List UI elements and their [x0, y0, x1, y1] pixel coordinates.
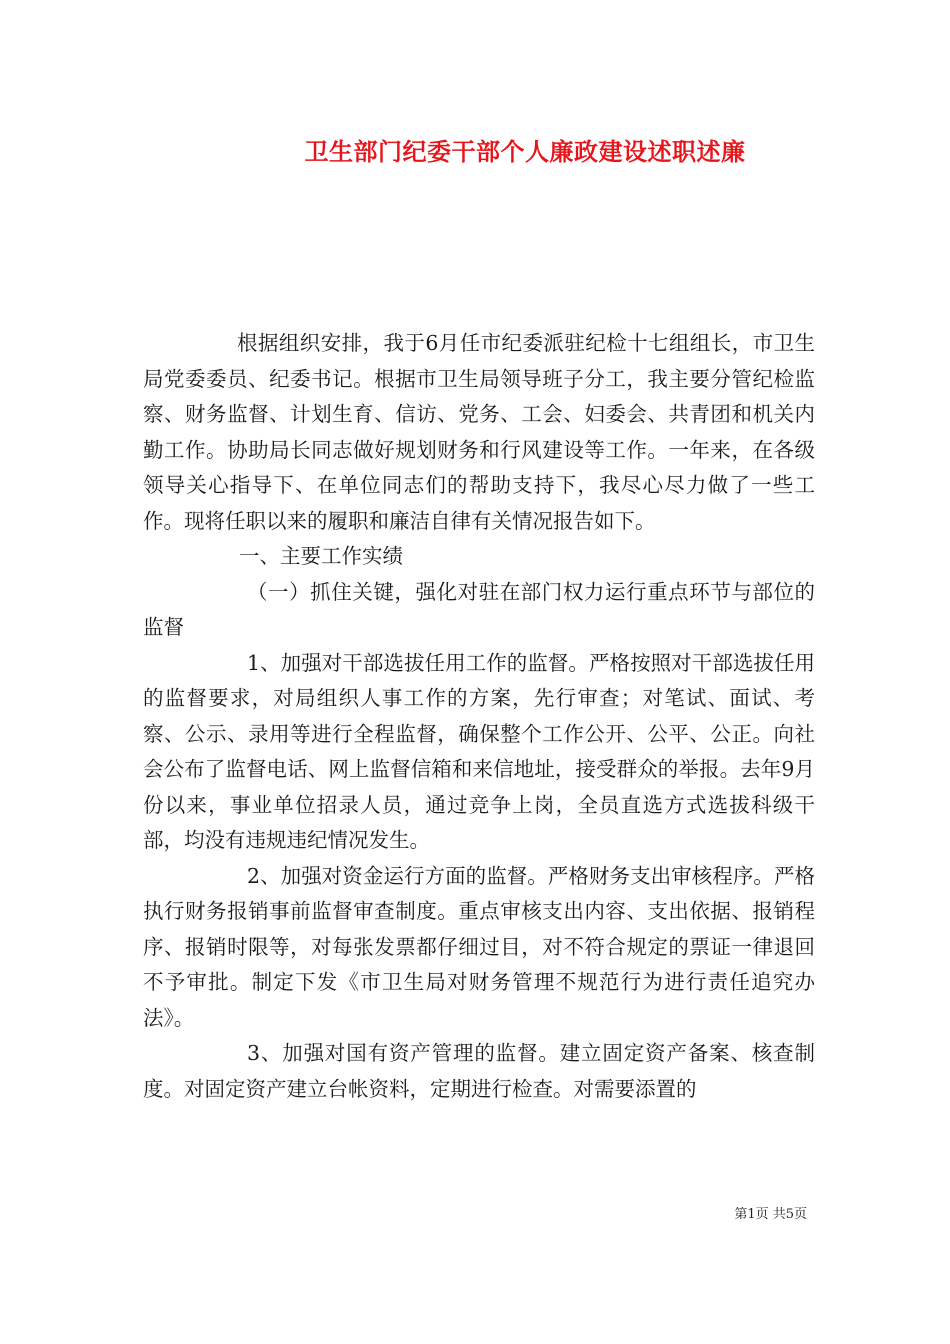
document-body: [143, 326, 815, 1107]
paragraph-cadre-selection: 1、加强对干部选拔任用工作的监督。严格按照对干部选拔任用的监督要求，对局组织人事工作的方案，先行审查；对笔试、面试、考察、公示、录用等进行全程监督，确保整个工作公开、公平、公正。向社会公布了监督电话、网上监督信箱和来信地址，接受群众的举报。去年9月份以来，事业单位招录人员，通过竞争上岗，全员直选方式选拔科级干部，均没有违规违纪情况发生。: [143, 650, 815, 852]
document-title: 卫生部门纪委干部个人廉政建设述职述廉: [304, 137, 746, 166]
paragraph-fund-operation: 2、加强对资金运行方面的监督。严格财务支出审核程序。严格执行财务报销事前监督审查制度。重点审核支出内容、支出依据、报销程序、报销时限等，对每张发票都仔细过目，对不符合规定的票证一律退回不予审批。制定下发《市卫生局对财务管理不规范行为进行责任追究办法》。: [143, 863, 815, 1030]
subsection-heading-supervision: （一）抓住关键，强化对驻在部门权力运行重点环节与部位的监督: [143, 579, 815, 639]
section-heading-main-achievements: 一、主要工作实绩: [239, 544, 403, 568]
page-number-footer: 第1页 共5页: [734, 1207, 807, 1222]
paragraph-state-assets: 3、加强对国有资产管理的监督。建立固定资产备案、核查制度。对固定资产建立台帐资料，定期进行检查。对需要添置的: [143, 1041, 815, 1101]
paragraph-intro: 根据组织安排，我于6月任市纪委派驻纪检十七组组长，市卫生局党委委员、纪委书记。根据市卫生局领导班子分工，我主要分管纪检监察、财务监督、计划生育、信访、党务、工会、妇委会、共青团和机关内勤工作。协助局长同志做好规划财务和行风建设等工作。一年来，在各级领导关心指导下、在单位同志们的帮助支持下，我尽心尽力做了一些工作。现将任职以来的履职和廉洁自律有关情况报告如下。: [143, 331, 815, 533]
